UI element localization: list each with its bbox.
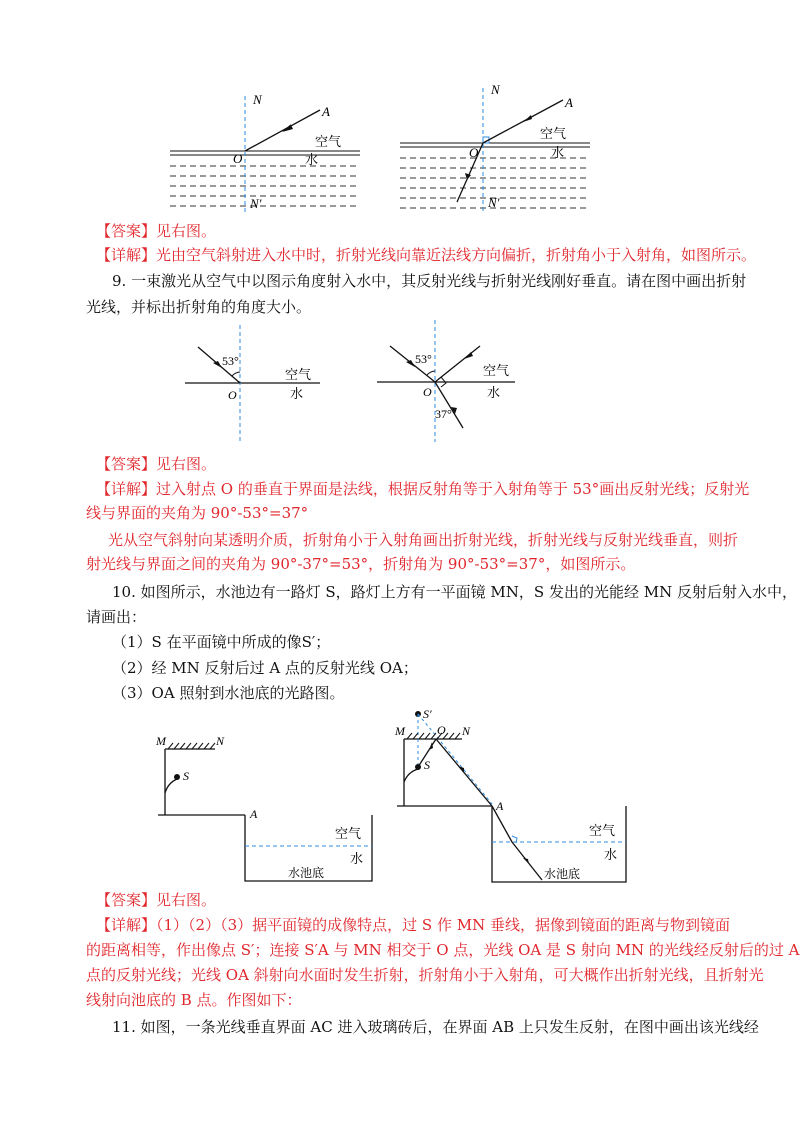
q10-question-line2: 请画出： (86, 608, 147, 626)
q9-left-label-O: O (228, 388, 237, 402)
q9-right-label-water: 水 (487, 385, 501, 400)
q10-detail-tag: 【详解】 (96, 916, 157, 934)
q8-left-label-A: A (322, 104, 330, 119)
q10-detail-line3: 点的反射光线；光线 OA 斜射向水面时发生折射，折射角小于入射角，可大概作出折射光线，且折射光 (86, 966, 764, 984)
q9-left-label-water: 水 (290, 386, 304, 401)
q9-right-label-air: 空气 (483, 363, 510, 378)
q8-left-label-O: O (233, 151, 243, 166)
q10-right-label-S: S (424, 758, 430, 772)
q8-answer-tag: 【答案】 (96, 222, 157, 240)
q10-answer-text: 见右图。 (156, 891, 217, 909)
q8-figure-right (395, 80, 595, 218)
q9-right-angle2: 37° (435, 407, 452, 421)
q8-left-label-N: N (253, 92, 262, 107)
q8-detail (96, 243, 756, 267)
q8-right-label-water: 水 (551, 145, 565, 160)
q10-question-line1: 10. 如图所示，水池边有一路灯 S，路灯上方有一平面镜 MN，S 发出的光能经 MN 反射后射入水中， (112, 583, 797, 601)
q10-answer-tag: 【答案】 (96, 891, 157, 909)
q8-right-label-Nprime: N′ (488, 195, 500, 210)
q10-detail-line2: 的距离相等，作出像点 S′；连接 S′A 与 MN 相交于 O 点，光线 OA 是 S 射向 MN 的光线经反射后的过 A (86, 941, 800, 959)
q8-answer (96, 219, 216, 243)
q10-left-label-bottom: 水池底 (288, 866, 325, 880)
q8-answer-text: 见右图。 (156, 222, 217, 240)
q10-left-label-N: N (216, 735, 225, 748)
q9-figure-left (180, 325, 330, 445)
q9-left-angle: 53° (222, 354, 239, 368)
q8-figure-left (165, 88, 365, 218)
q9-detail-line3: 光从空气斜射向某透明介质，折射角小于入射角画出折射光线，折射光线与反射光线垂直，则折 (108, 531, 739, 549)
q10-right-label-A: A (496, 799, 504, 813)
q10-detail-line4: 线射向池底的 B 点。作图如下： (86, 991, 302, 1009)
q9-detail-tag: 【详解】 (96, 480, 157, 498)
q10-answer (96, 888, 216, 912)
q10-item3: （3）OA 照射到水池底的光路图。 (112, 684, 345, 702)
q9-detail-line2: 线与界面的夹角为 90°-53°=37° (86, 504, 309, 522)
q10-right-label-Sprime: S′ (423, 707, 432, 721)
q10-left-label-A: A (250, 807, 258, 821)
q10-right-label-N: N (462, 724, 471, 738)
q8-detail-text: 光由空气斜射进入水中时，折射光线向靠近法线方向偏折，折射角小于入射角，如图所示。 (156, 246, 757, 264)
q8-left-label-water: 水 (305, 152, 319, 167)
q9-answer-text: 见右图。 (156, 455, 217, 473)
q10-detail-text1: （1）（2）（3）据平面镜的成像特点，过 S 作 MN 垂线，据像到镜面的距离与物到镜面 (156, 916, 730, 934)
q11-question-line1: 11. 如图，一条光线垂直界面 AC 进入玻璃砖后，在界面 AB 上只发生反射，在图中画出该光线经 (112, 1018, 759, 1036)
q10-left-label-M: M (156, 735, 166, 748)
q9-detail-line4: 射光线与界面之间的夹角为 90°-37°=53°，折射角为 90°-53°=37°，如图所示。 (86, 555, 636, 573)
q10-detail-line1 (96, 913, 730, 937)
q8-right-label-A: A (565, 95, 573, 110)
q9-answer-tag: 【答案】 (96, 455, 157, 473)
q10-item1: （1）S 在平面镜中所成的像S′； (112, 633, 331, 651)
q10-left-label-water: 水 (350, 851, 364, 866)
q8-left-label-Nprime: N′ (250, 196, 262, 211)
q10-left-label-air: 空气 (335, 826, 362, 841)
q8-right-label-O: O (469, 145, 479, 160)
q10-figure-left (150, 735, 385, 885)
q10-item2: （2）经 MN 反射后过 A 点的反射光线 OA； (112, 659, 418, 677)
q9-figure-right (375, 320, 525, 445)
q8-left-label-air: 空气 (315, 134, 342, 149)
q9-detail-text1: 过入射点 O 的垂直于界面是法线，根据反射角等于入射角等于 53°画出反射光线；反射光 (156, 480, 750, 498)
q9-question-line1: 9. 一束激光从空气中以图示角度射入水中，其反射光线与折射光线刚好垂直。请在图中画出折射 (112, 272, 747, 290)
q10-figure-right (392, 702, 632, 884)
q8-right-label-N: N (491, 82, 500, 97)
q9-right-angle: 53° (415, 352, 432, 366)
q9-detail-line1 (96, 477, 749, 501)
q10-right-label-M: M (395, 724, 405, 738)
q9-question-line2: 光线，并标出折射角的角度大小。 (86, 298, 312, 316)
q9-answer (96, 452, 216, 476)
q8-right-label-air: 空气 (540, 126, 567, 141)
q9-right-label-O: O (423, 385, 432, 399)
q8-detail-tag: 【详解】 (96, 246, 157, 264)
q10-right-label-air: 空气 (589, 823, 616, 838)
q9-left-label-air: 空气 (285, 367, 312, 382)
q10-left-label-S: S (183, 769, 189, 783)
q10-right-label-O: O (437, 723, 446, 737)
q10-right-label-bottom: 水池底 (544, 867, 581, 881)
q10-right-label-water: 水 (604, 847, 618, 862)
